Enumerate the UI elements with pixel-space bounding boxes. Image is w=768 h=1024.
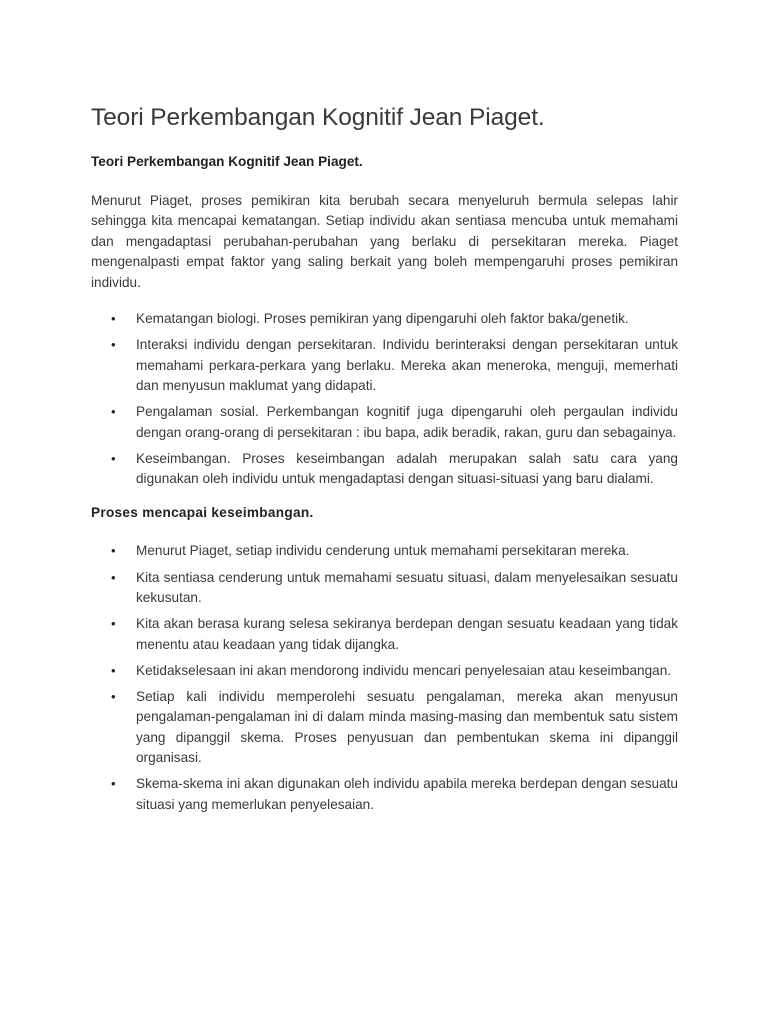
list-item: [91, 335, 678, 396]
section2-heading: Proses mencapai keseimbangan.: [91, 505, 314, 521]
list-item: [91, 309, 678, 329]
list-item-text: Interaksi individu dengan persekitaran. Individu berinteraksi dengan persekitaran untuk memahami perkara-perkara yang berlaku. Mereka akan meneroka, menguji, memerhati dan menyusun maklumat yang didapati.: [136, 337, 678, 393]
bullet-icon: •: [111, 337, 116, 353]
list-item-text: Keseimbangan. Proses keseimbangan adalah merupakan salah satu cara yang digunakan oleh individu untuk mengadaptasi dengan situasi-situasi yang baru dialami.: [136, 450, 678, 487]
list-item: [91, 541, 678, 561]
bullet-icon: •: [111, 543, 116, 559]
bullet-icon: •: [111, 689, 116, 705]
list-item-text: Setiap kali individu memperolehi sesuatu pengalaman, mereka akan menyusun pengalaman-pengalaman ini di dalam minda masing-masing dan membentuk satu sistem yang dipanggil skema. Proses penyusuan dan pembentukan skema ini dipanggil organisasi.: [136, 689, 678, 766]
bullet-icon: •: [111, 616, 116, 632]
bullet-icon: •: [111, 662, 116, 678]
list-item: [91, 661, 678, 681]
bullet-icon: •: [111, 404, 116, 420]
bullet-icon: •: [111, 776, 116, 792]
list-item-text: Kematangan biologi. Proses pemikiran yang dipengaruhi oleh faktor baka/genetik.: [136, 311, 629, 327]
bullet-icon: •: [111, 311, 116, 327]
list-item-text: Ketidakselesaan ini akan mendorong individu mencari penyelesaian atau keseimbangan.: [136, 662, 672, 678]
list-item: [91, 687, 678, 768]
list-item: [91, 449, 678, 490]
list-item: [91, 774, 678, 815]
section1-heading: Teori Perkembangan Kognitif Jean Piaget.: [91, 154, 363, 169]
list-item-text: Menurut Piaget, setiap individu cenderung untuk memahami persekitaran mereka.: [136, 543, 630, 559]
bullet-icon: •: [111, 569, 116, 585]
list-item-text: Kita sentiasa cenderung untuk memahami sesuatu situasi, dalam menyelesaikan sesuatu kekusutan.: [136, 569, 678, 605]
section1-paragraph: Menurut Piaget, proses pemikiran kita berubah secara menyeluruh bermula selepas lahir sehingga kita mencapai kematangan. Setiap individu akan sentiasa mencuba untuk memahami dan mengadaptasi perubahan-perubahan yang berlaku di persekitaran mereka. Piaget mengenalpasti empat faktor yang saling berkait yang boleh mempengaruhi proses pemikiran individu.: [91, 193, 678, 290]
list-item-text: Skema-skema ini akan digunakan oleh individu apabila mereka berdepan dengan sesuatu situasi yang memerlukan penyelesaian.: [136, 776, 678, 812]
document-title: Teori Perkembangan Kognitif Jean Piaget.: [91, 104, 545, 131]
list-item: [91, 614, 678, 655]
list-item: [91, 402, 678, 443]
section2-list: [91, 541, 678, 815]
list-item-text: Pengalaman sosial. Perkembangan kognitif juga dipengaruhi oleh pergaulan individu dengan orang-orang di persekitaran : ibu bapa, adik beradik, rakan, guru dan sebagainya.: [136, 404, 678, 440]
section1-list: [91, 309, 678, 489]
list-item-text: Kita akan berasa kurang selesa sekiranya berdepan dengan sesuatu keadaan yang tidak menentu atau keadaan yang tidak dijangka.: [136, 616, 678, 652]
list-item: [91, 568, 678, 609]
bullet-icon: •: [111, 450, 116, 466]
